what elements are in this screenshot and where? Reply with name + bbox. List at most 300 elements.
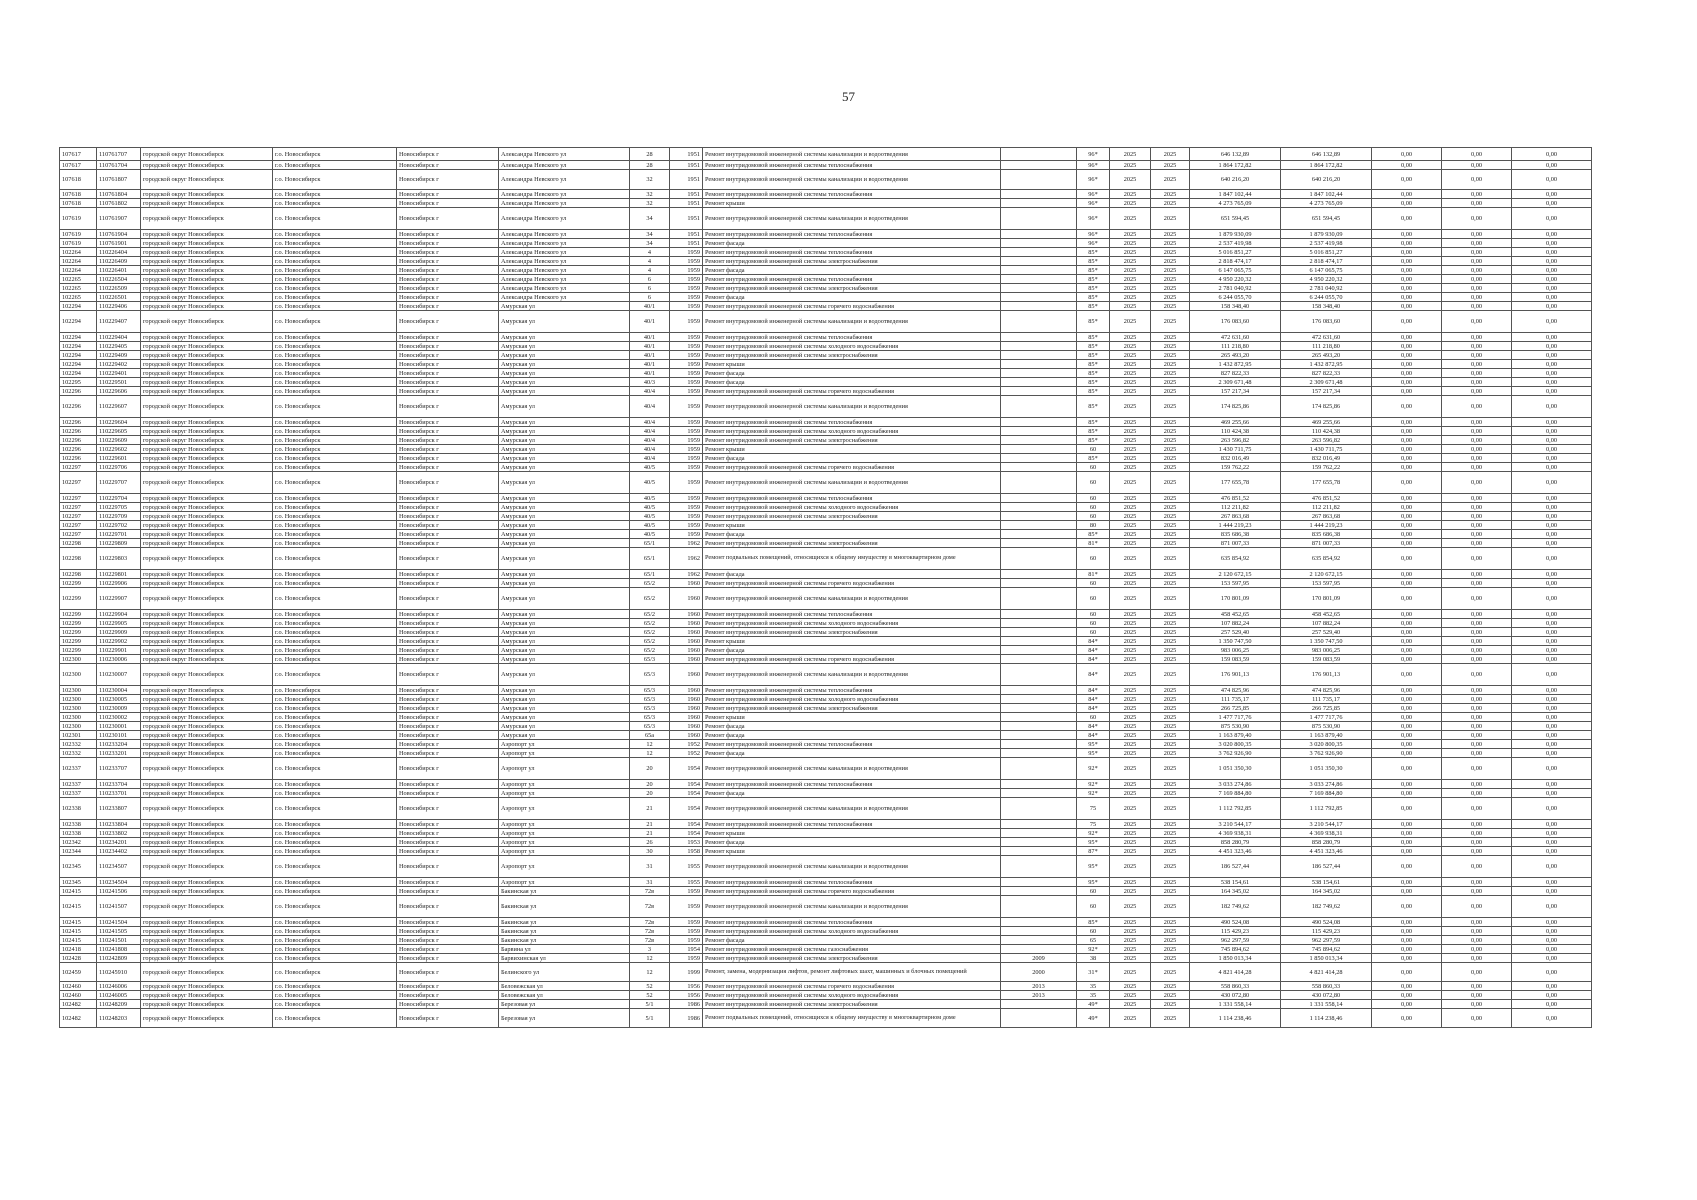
cell-settlement: Новосибирск г — [397, 275, 499, 284]
cell-municipal-district: городской округ Новосибирск — [141, 208, 273, 230]
cell-cost-total: 112 211,82 — [1190, 503, 1281, 512]
cell-house-id: 102296 — [60, 445, 97, 454]
cell-cost-owners: 0,00 — [1512, 749, 1592, 758]
cell-work-type: Ремонт фасада — [703, 530, 1001, 539]
cell-last-repair-year — [1001, 472, 1077, 494]
cell-cost-owners: 0,00 — [1512, 991, 1592, 1000]
cell-last-repair-year — [1001, 266, 1077, 275]
cell-cost-owners: 0,00 — [1512, 588, 1592, 610]
cell-work-code: 110229609 — [97, 436, 141, 445]
cell-cost-budget-a: 0,00 — [1372, 463, 1442, 472]
cell-wear: 96* — [1077, 170, 1110, 190]
cell-build-year: 1959 — [670, 445, 703, 454]
cell-cost-fund: 176 083,60 — [1281, 311, 1372, 333]
cell-street: Амурская ул — [499, 530, 630, 539]
cell-work-type: Ремонт внутридомовой инженерной системы холодного водоснабжения — [703, 503, 1001, 512]
cell-cost-budget-b: 0,00 — [1442, 257, 1512, 266]
cell-plan-year-from: 2025 — [1110, 293, 1151, 302]
cell-house-id: 102294 — [60, 342, 97, 351]
cell-cost-budget-b: 0,00 — [1442, 982, 1512, 991]
cell-house-number: 72в — [630, 896, 670, 918]
cell-settlement: Новосибирск г — [397, 847, 499, 856]
cell-street: Амурская ул — [499, 436, 630, 445]
cell-work-code: 110246006 — [97, 982, 141, 991]
cell-city-district: г.о. Новосибирск — [273, 704, 397, 713]
cell-city-district: г.о. Новосибирск — [273, 740, 397, 749]
table-row — [60, 570, 1592, 579]
cell-last-repair-year — [1001, 829, 1077, 838]
cell-cost-fund: 110 424,38 — [1281, 427, 1372, 436]
table-row — [60, 991, 1592, 1000]
cell-work-code: 110229905 — [97, 619, 141, 628]
cell-build-year: 1954 — [670, 798, 703, 820]
cell-wear: 65 — [1077, 936, 1110, 945]
cell-settlement: Новосибирск г — [397, 284, 499, 293]
cell-street: Александра Невского ул — [499, 148, 630, 161]
cell-work-code: 110229401 — [97, 369, 141, 378]
cell-municipal-district: городской округ Новосибирск — [141, 740, 273, 749]
table-row — [60, 454, 1592, 463]
cell-house-number: 65/3 — [630, 695, 670, 704]
cell-wear: 60 — [1077, 463, 1110, 472]
cell-plan-year-from: 2025 — [1110, 1009, 1151, 1028]
cell-house-number: 40/1 — [630, 351, 670, 360]
cell-work-code: 110226401 — [97, 266, 141, 275]
cell-plan-year-from: 2025 — [1110, 454, 1151, 463]
cell-build-year: 1952 — [670, 740, 703, 749]
cell-build-year: 1960 — [670, 704, 703, 713]
cell-cost-fund: 745 894,62 — [1281, 945, 1372, 954]
cell-cost-total: 1 430 711,75 — [1190, 445, 1281, 454]
cell-work-code: 110241507 — [97, 896, 141, 918]
cell-last-repair-year — [1001, 610, 1077, 619]
cell-house-number: 65/2 — [630, 610, 670, 619]
cell-cost-owners: 0,00 — [1512, 722, 1592, 731]
cell-settlement: Новосибирск г — [397, 829, 499, 838]
cell-cost-budget-b: 0,00 — [1442, 588, 1512, 610]
cell-city-district: г.о. Новосибирск — [273, 820, 397, 829]
cell-city-district: г.о. Новосибирск — [273, 360, 397, 369]
cell-cost-fund: 1 114 238,46 — [1281, 1009, 1372, 1028]
cell-street: Амурская ул — [499, 418, 630, 427]
table-row — [60, 927, 1592, 936]
cell-cost-total: 962 297,59 — [1190, 936, 1281, 945]
table-row — [60, 266, 1592, 275]
cell-municipal-district: городской округ Новосибирск — [141, 628, 273, 637]
cell-cost-total: 458 452,65 — [1190, 610, 1281, 619]
cell-plan-year-to: 2025 — [1151, 248, 1190, 257]
cell-work-type: Ремонт внутридомовой инженерной системы канализации и водоотведения — [703, 588, 1001, 610]
cell-street: Амурская ул — [499, 378, 630, 387]
cell-house-number: 40/4 — [630, 454, 670, 463]
cell-settlement: Новосибирск г — [397, 896, 499, 918]
cell-plan-year-to: 2025 — [1151, 637, 1190, 646]
cell-cost-total: 4 369 938,31 — [1190, 829, 1281, 838]
cell-build-year: 1955 — [670, 856, 703, 878]
cell-city-district: г.о. Новосибирск — [273, 275, 397, 284]
cell-cost-budget-a: 0,00 — [1372, 248, 1442, 257]
cell-work-type: Ремонт внутридомовой инженерной системы канализации и водоотведения — [703, 472, 1001, 494]
cell-settlement: Новосибирск г — [397, 1009, 499, 1028]
cell-cost-budget-a: 0,00 — [1372, 378, 1442, 387]
cell-street: Амурская ул — [499, 302, 630, 311]
cell-settlement: Новосибирск г — [397, 454, 499, 463]
cell-cost-fund: 3 020 800,35 — [1281, 740, 1372, 749]
cell-house-id: 102300 — [60, 655, 97, 664]
cell-build-year: 1959 — [670, 311, 703, 333]
cell-cost-budget-a: 0,00 — [1372, 991, 1442, 1000]
cell-house-number: 40/5 — [630, 521, 670, 530]
cell-cost-budget-a: 0,00 — [1372, 918, 1442, 927]
cell-cost-budget-b: 0,00 — [1442, 628, 1512, 637]
cell-house-number: 40/4 — [630, 445, 670, 454]
cell-plan-year-from: 2025 — [1110, 646, 1151, 655]
cell-municipal-district: городской округ Новосибирск — [141, 588, 273, 610]
cell-street: Амурская ул — [499, 521, 630, 530]
cell-work-type: Ремонт внутридомовой инженерной системы теплоснабжения — [703, 418, 1001, 427]
cell-cost-total: 858 280,79 — [1190, 838, 1281, 847]
cell-plan-year-from: 2025 — [1110, 512, 1151, 521]
table-row — [60, 954, 1592, 963]
cell-work-code: 110241501 — [97, 936, 141, 945]
cell-build-year: 1962 — [670, 570, 703, 579]
cell-cost-owners: 0,00 — [1512, 333, 1592, 342]
cell-house-id: 102299 — [60, 579, 97, 588]
cell-build-year: 1959 — [670, 302, 703, 311]
cell-cost-owners: 0,00 — [1512, 927, 1592, 936]
cell-work-type: Ремонт внутридомовой инженерной системы канализации и водоотведения — [703, 758, 1001, 780]
cell-wear: 31* — [1077, 963, 1110, 982]
cell-cost-fund: 1 432 872,95 — [1281, 360, 1372, 369]
cell-municipal-district: городской округ Новосибирск — [141, 820, 273, 829]
table-row — [60, 758, 1592, 780]
cell-city-district: г.о. Новосибирск — [273, 664, 397, 686]
cell-build-year: 1954 — [670, 789, 703, 798]
cell-cost-owners: 0,00 — [1512, 856, 1592, 878]
cell-plan-year-from: 2025 — [1110, 369, 1151, 378]
cell-work-type: Ремонт крыши — [703, 829, 1001, 838]
cell-plan-year-to: 2025 — [1151, 311, 1190, 333]
cell-work-type: Ремонт внутридомовой инженерной системы канализации и водоотведения — [703, 208, 1001, 230]
cell-plan-year-to: 2025 — [1151, 539, 1190, 548]
table-row — [60, 342, 1592, 351]
cell-municipal-district: городской округ Новосибирск — [141, 570, 273, 579]
cell-municipal-district: городской округ Новосибирск — [141, 275, 273, 284]
cell-settlement: Новосибирск г — [397, 387, 499, 396]
cell-cost-owners: 0,00 — [1512, 798, 1592, 820]
cell-build-year: 1951 — [670, 208, 703, 230]
cell-cost-owners: 0,00 — [1512, 740, 1592, 749]
cell-plan-year-to: 2025 — [1151, 494, 1190, 503]
cell-build-year: 1956 — [670, 991, 703, 1000]
cell-plan-year-from: 2025 — [1110, 686, 1151, 695]
cell-plan-year-from: 2025 — [1110, 472, 1151, 494]
cell-municipal-district: городской округ Новосибирск — [141, 512, 273, 521]
cell-cost-total: 4 821 414,28 — [1190, 963, 1281, 982]
cell-cost-budget-a: 0,00 — [1372, 954, 1442, 963]
cell-last-repair-year — [1001, 454, 1077, 463]
cell-last-repair-year — [1001, 878, 1077, 887]
cell-cost-total: 2 120 672,15 — [1190, 570, 1281, 579]
cell-cost-budget-a: 0,00 — [1372, 820, 1442, 829]
cell-city-district: г.о. Новосибирск — [273, 311, 397, 333]
cell-house-id: 107617 — [60, 148, 97, 161]
cell-last-repair-year — [1001, 503, 1077, 512]
table-row — [60, 230, 1592, 239]
cell-municipal-district: городской округ Новосибирск — [141, 945, 273, 954]
cell-work-type: Ремонт внутридомовой инженерной системы канализации и водоотведения — [703, 170, 1001, 190]
cell-house-number: 34 — [630, 208, 670, 230]
cell-settlement: Новосибирск г — [397, 333, 499, 342]
cell-last-repair-year — [1001, 161, 1077, 170]
cell-settlement: Новосибирск г — [397, 539, 499, 548]
table-row — [60, 838, 1592, 847]
table-row — [60, 239, 1592, 248]
cell-wear: 60 — [1077, 548, 1110, 570]
cell-municipal-district: городской округ Новосибирск — [141, 887, 273, 896]
cell-city-district: г.о. Новосибирск — [273, 230, 397, 239]
cell-work-code: 110761704 — [97, 161, 141, 170]
cell-municipal-district: городской округ Новосибирск — [141, 713, 273, 722]
cell-cost-total: 111 218,80 — [1190, 342, 1281, 351]
cell-build-year: 1959 — [670, 360, 703, 369]
cell-wear: 92* — [1077, 945, 1110, 954]
cell-street: Амурская ул — [499, 445, 630, 454]
cell-work-code: 110229607 — [97, 396, 141, 418]
cell-wear: 96* — [1077, 161, 1110, 170]
cell-cost-owners: 0,00 — [1512, 170, 1592, 190]
cell-plan-year-to: 2025 — [1151, 378, 1190, 387]
cell-cost-fund: 858 280,79 — [1281, 838, 1372, 847]
cell-house-id: 107617 — [60, 161, 97, 170]
cell-cost-budget-a: 0,00 — [1372, 342, 1442, 351]
cell-wear: 85* — [1077, 454, 1110, 463]
cell-plan-year-from: 2025 — [1110, 758, 1151, 780]
cell-cost-budget-a: 0,00 — [1372, 664, 1442, 686]
cell-wear: 87* — [1077, 847, 1110, 856]
cell-cost-budget-b: 0,00 — [1442, 239, 1512, 248]
cell-street: Амурская ул — [499, 494, 630, 503]
table-row — [60, 695, 1592, 704]
cell-build-year: 1954 — [670, 758, 703, 780]
cell-build-year: 1960 — [670, 588, 703, 610]
cell-work-type: Ремонт внутридомовой инженерной системы канализации и водоотведения — [703, 148, 1001, 161]
cell-cost-owners: 0,00 — [1512, 239, 1592, 248]
table-row — [60, 396, 1592, 418]
cell-work-code: 110230006 — [97, 655, 141, 664]
cell-cost-budget-a: 0,00 — [1372, 695, 1442, 704]
cell-work-type: Ремонт внутридомовой инженерной системы холодного водоснабжения — [703, 695, 1001, 704]
cell-city-district: г.о. Новосибирск — [273, 838, 397, 847]
cell-work-code: 110229907 — [97, 588, 141, 610]
cell-cost-fund: 827 822,33 — [1281, 369, 1372, 378]
table-row — [60, 798, 1592, 820]
cell-cost-fund: 115 429,23 — [1281, 927, 1372, 936]
cell-municipal-district: городской округ Новосибирск — [141, 878, 273, 887]
cell-house-id: 107618 — [60, 190, 97, 199]
cell-cost-total: 257 529,40 — [1190, 628, 1281, 637]
cell-plan-year-from: 2025 — [1110, 695, 1151, 704]
cell-city-district: г.о. Новосибирск — [273, 1000, 397, 1009]
cell-house-id: 102264 — [60, 266, 97, 275]
cell-house-number: 65/2 — [630, 637, 670, 646]
cell-city-district: г.о. Новосибирск — [273, 208, 397, 230]
cell-work-code: 110761707 — [97, 148, 141, 161]
cell-plan-year-to: 2025 — [1151, 758, 1190, 780]
cell-wear: 85* — [1077, 530, 1110, 539]
cell-house-id: 102265 — [60, 293, 97, 302]
cell-house-id: 102428 — [60, 954, 97, 963]
cell-build-year: 1951 — [670, 230, 703, 239]
cell-house-number: 65/3 — [630, 664, 670, 686]
cell-wear: 95* — [1077, 740, 1110, 749]
cell-work-type: Ремонт фасада — [703, 838, 1001, 847]
cell-street: Барвихинская ул — [499, 954, 630, 963]
cell-cost-budget-a: 0,00 — [1372, 257, 1442, 266]
cell-plan-year-to: 2025 — [1151, 878, 1190, 887]
cell-cost-total: 745 894,62 — [1190, 945, 1281, 954]
cell-settlement: Новосибирск г — [397, 396, 499, 418]
cell-settlement: Новосибирск г — [397, 512, 499, 521]
cell-cost-owners: 0,00 — [1512, 637, 1592, 646]
cell-municipal-district: городской округ Новосибирск — [141, 927, 273, 936]
cell-work-type: Ремонт внутридомовой инженерной системы теплоснабжения — [703, 878, 1001, 887]
cell-wear: 84* — [1077, 704, 1110, 713]
cell-city-district: г.о. Новосибирск — [273, 982, 397, 991]
cell-cost-total: 1 112 792,85 — [1190, 798, 1281, 820]
cell-cost-owners: 0,00 — [1512, 1000, 1592, 1009]
cell-build-year: 1958 — [670, 847, 703, 856]
cell-municipal-district: городской округ Новосибирск — [141, 463, 273, 472]
cell-plan-year-from: 2025 — [1110, 333, 1151, 342]
cell-municipal-district: городской округ Новосибирск — [141, 161, 273, 170]
cell-settlement: Новосибирск г — [397, 695, 499, 704]
cell-wear: 60 — [1077, 619, 1110, 628]
table-row — [60, 936, 1592, 945]
cell-work-type: Ремонт внутридомовой инженерной системы теплоснабжения — [703, 820, 1001, 829]
cell-house-number: 32 — [630, 199, 670, 208]
cell-plan-year-to: 2025 — [1151, 664, 1190, 686]
cell-plan-year-from: 2025 — [1110, 548, 1151, 570]
cell-city-district: г.о. Новосибирск — [273, 190, 397, 199]
cell-work-type: Ремонт внутридомовой инженерной системы холодного водоснабжения — [703, 427, 1001, 436]
cell-plan-year-to: 2025 — [1151, 190, 1190, 199]
cell-street: Амурская ул — [499, 454, 630, 463]
cell-cost-budget-a: 0,00 — [1372, 351, 1442, 360]
cell-build-year: 1951 — [670, 239, 703, 248]
cell-street: Аэропорт ул — [499, 758, 630, 780]
cell-cost-fund: 1 847 102,44 — [1281, 190, 1372, 199]
cell-cost-fund: 538 154,61 — [1281, 878, 1372, 887]
cell-cost-owners: 0,00 — [1512, 704, 1592, 713]
cell-house-id: 102338 — [60, 798, 97, 820]
cell-city-district: г.о. Новосибирск — [273, 427, 397, 436]
cell-house-id: 102264 — [60, 248, 97, 257]
cell-cost-fund: 490 524,08 — [1281, 918, 1372, 927]
cell-build-year: 1959 — [670, 503, 703, 512]
cell-cost-fund: 1 163 879,40 — [1281, 731, 1372, 740]
cell-cost-budget-b: 0,00 — [1442, 579, 1512, 588]
cell-plan-year-from: 2025 — [1110, 351, 1151, 360]
cell-plan-year-from: 2025 — [1110, 539, 1151, 548]
cell-street: Бакинская ул — [499, 887, 630, 896]
cell-street: Александра Невского ул — [499, 161, 630, 170]
cell-wear: 84* — [1077, 722, 1110, 731]
cell-last-repair-year — [1001, 789, 1077, 798]
cell-work-type: Ремонт крыши — [703, 847, 1001, 856]
cell-plan-year-from: 2025 — [1110, 360, 1151, 369]
cell-build-year: 1959 — [670, 427, 703, 436]
cell-cost-budget-b: 0,00 — [1442, 856, 1512, 878]
cell-cost-budget-b: 0,00 — [1442, 664, 1512, 686]
table-row — [60, 646, 1592, 655]
table-row — [60, 731, 1592, 740]
cell-plan-year-to: 2025 — [1151, 646, 1190, 655]
cell-last-repair-year — [1001, 257, 1077, 266]
cell-street: Амурская ул — [499, 704, 630, 713]
cell-wear: 85* — [1077, 248, 1110, 257]
cell-house-id: 102300 — [60, 704, 97, 713]
cell-cost-owners: 0,00 — [1512, 396, 1592, 418]
cell-last-repair-year — [1001, 369, 1077, 378]
cell-house-id: 102299 — [60, 628, 97, 637]
cell-plan-year-from: 2025 — [1110, 378, 1151, 387]
cell-work-type: Ремонт фасада — [703, 936, 1001, 945]
cell-cost-owners: 0,00 — [1512, 463, 1592, 472]
table-row — [60, 284, 1592, 293]
cell-cost-budget-a: 0,00 — [1372, 646, 1442, 655]
table-row — [60, 686, 1592, 695]
table-row — [60, 637, 1592, 646]
cell-cost-total: 159 083,59 — [1190, 655, 1281, 664]
cell-cost-owners: 0,00 — [1512, 387, 1592, 396]
cell-house-id: 102345 — [60, 856, 97, 878]
cell-cost-fund: 476 851,52 — [1281, 494, 1372, 503]
cell-cost-fund: 2 537 419,98 — [1281, 239, 1372, 248]
cell-work-code: 110230002 — [97, 713, 141, 722]
cell-plan-year-to: 2025 — [1151, 472, 1190, 494]
cell-city-district: г.о. Новосибирск — [273, 463, 397, 472]
cell-cost-fund: 267 863,68 — [1281, 512, 1372, 521]
cell-plan-year-from: 2025 — [1110, 427, 1151, 436]
cell-plan-year-to: 2025 — [1151, 945, 1190, 954]
cell-last-repair-year — [1001, 570, 1077, 579]
cell-street: Бакинская ул — [499, 896, 630, 918]
cell-work-type: Ремонт внутридомовой инженерной системы электроснабжения — [703, 351, 1001, 360]
cell-work-code: 110233804 — [97, 820, 141, 829]
cell-cost-total: 1 847 102,44 — [1190, 190, 1281, 199]
cell-build-year: 1959 — [670, 378, 703, 387]
cell-street: Аэропорт ул — [499, 878, 630, 887]
cell-plan-year-from: 2025 — [1110, 887, 1151, 896]
cell-city-district: г.о. Новосибирск — [273, 548, 397, 570]
cell-house-id: 102294 — [60, 351, 97, 360]
cell-street: Березовая ул — [499, 1000, 630, 1009]
cell-last-repair-year — [1001, 539, 1077, 548]
cell-last-repair-year — [1001, 333, 1077, 342]
cell-municipal-district: городской округ Новосибирск — [141, 436, 273, 445]
cell-last-repair-year — [1001, 512, 1077, 521]
cell-settlement: Новосибирск г — [397, 945, 499, 954]
cell-cost-budget-b: 0,00 — [1442, 360, 1512, 369]
cell-plan-year-to: 2025 — [1151, 148, 1190, 161]
table-row — [60, 427, 1592, 436]
cell-house-id: 102297 — [60, 472, 97, 494]
cell-cost-total: 635 854,92 — [1190, 548, 1281, 570]
cell-cost-budget-b: 0,00 — [1442, 927, 1512, 936]
cell-cost-total: 472 631,60 — [1190, 333, 1281, 342]
cell-cost-owners: 0,00 — [1512, 190, 1592, 199]
